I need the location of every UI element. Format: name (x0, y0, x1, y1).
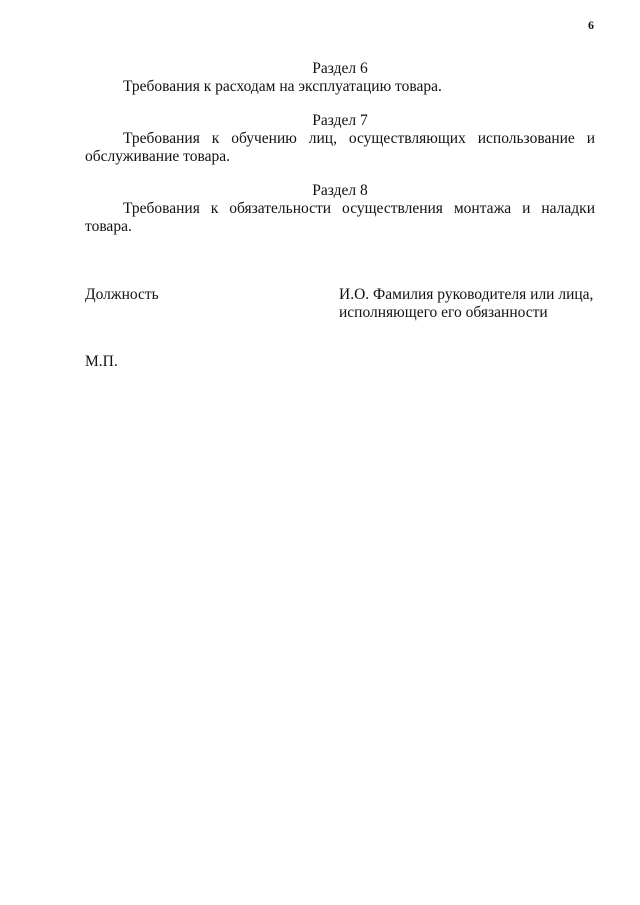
section-6 (85, 60, 595, 96)
section-heading: Раздел 6 (312, 60, 368, 77)
section-7 (85, 112, 595, 166)
section-text: Требования к обязательности осуществления монтажа и наладки товара. (85, 200, 595, 235)
signature-position-label: Должность (85, 286, 159, 303)
signature-name-line-2: исполняющего его обязанности (339, 304, 548, 321)
section-heading: Раздел 7 (312, 112, 368, 129)
stamp-label: М.П. (85, 353, 118, 370)
section-text: Требования к расходам на эксплуатацию товара. (123, 78, 442, 95)
page-number: 6 (588, 18, 594, 32)
section-text: Требования к обучению лиц, осуществляющих использование и обслуживание товара. (85, 130, 595, 165)
section-heading: Раздел 8 (312, 182, 368, 199)
signature-name-block (339, 286, 599, 322)
section-8 (85, 182, 595, 236)
signature-name-line-1: И.О. Фамилия руководителя или лица, (339, 286, 594, 303)
